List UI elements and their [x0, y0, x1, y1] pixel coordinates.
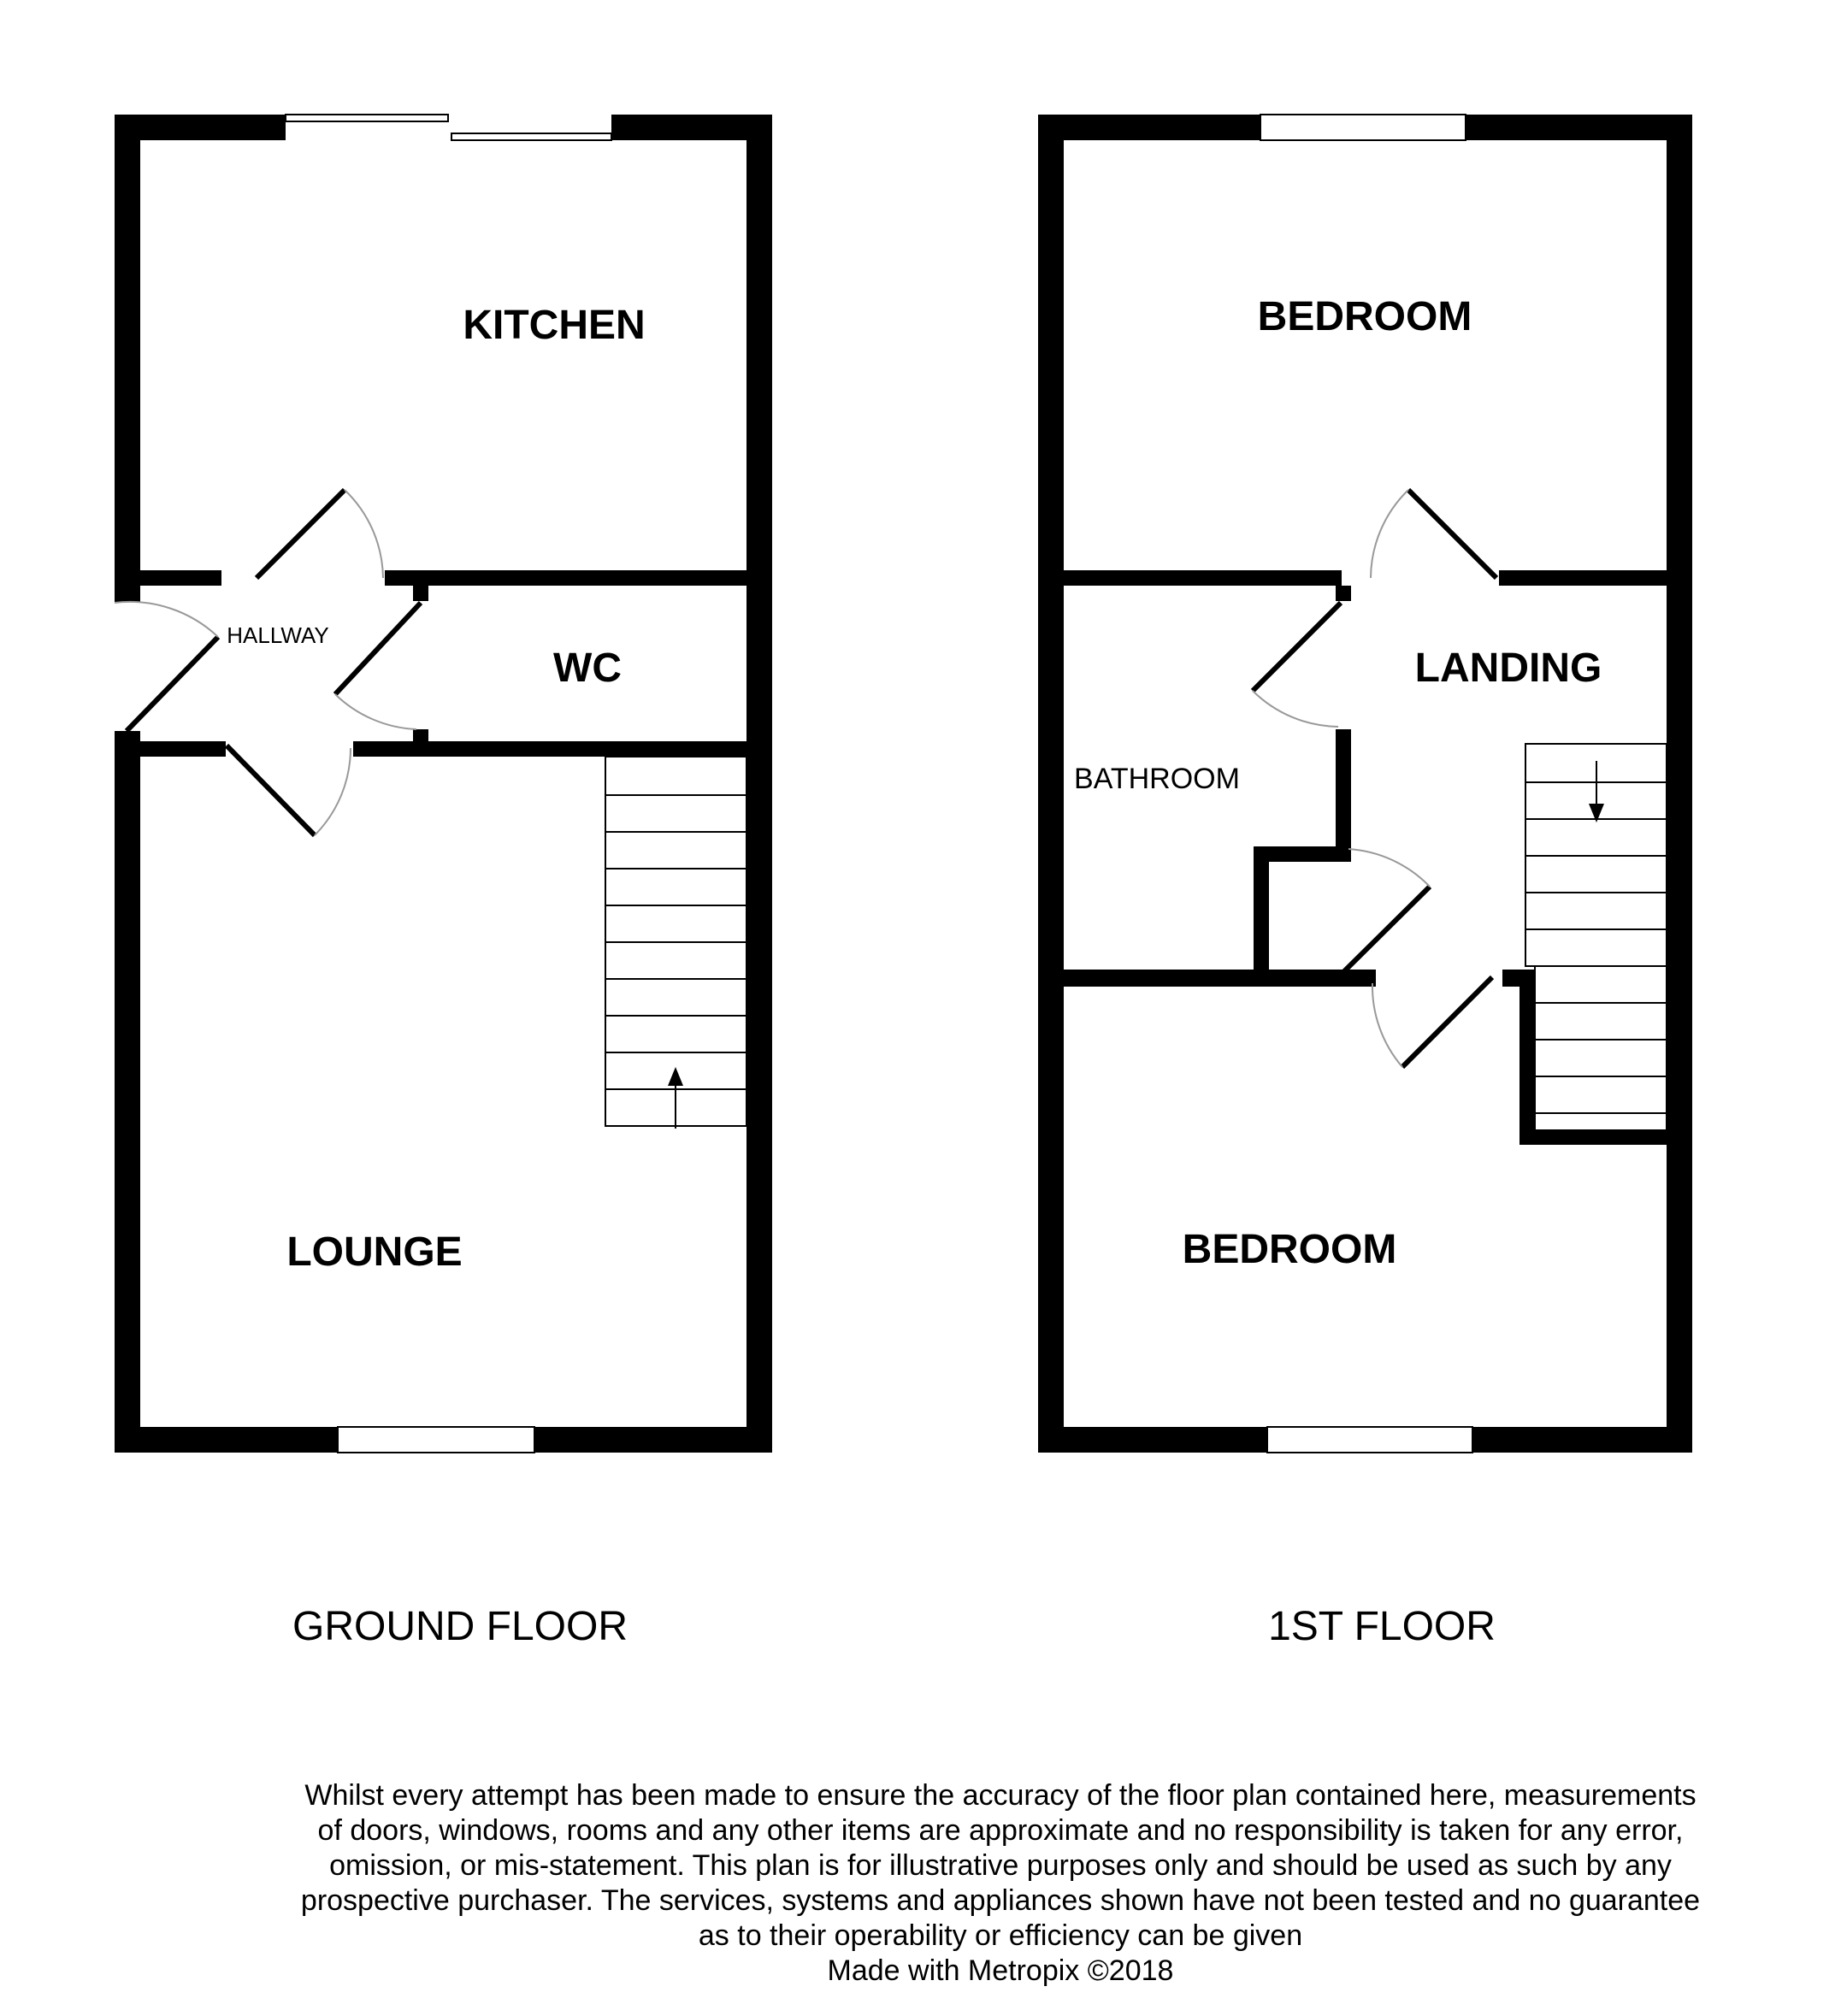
disclaimer-line: as to their operability or efficiency can be given: [698, 1919, 1303, 1952]
ff-bedroom-top-window: [1260, 115, 1466, 140]
bedroom-top-label: BEDROOM: [1257, 294, 1472, 339]
gf-wall-left-upper: [115, 115, 140, 602]
disclaimer-line: prospective purchaser. The services, systems and appliances shown have not been tested and no guarantee: [300, 1884, 1701, 1917]
gf-wall-kitchen-hall-b: [385, 570, 748, 586]
gf-wall-hall-wc: [413, 586, 428, 601]
copyright-line: Made with Metropix ©2018: [827, 1954, 1174, 1987]
ground-floor-plan: [115, 115, 772, 1453]
gf-lounge-window: [338, 1427, 534, 1453]
first-floor-label: 1ST FLOOR: [1268, 1604, 1496, 1649]
ff-staircase: [1525, 744, 1667, 1130]
hallway-label: HALLWAY: [227, 622, 329, 648]
ff-bedroom-top-door: [1408, 490, 1496, 578]
ff-bathroom-door: [1253, 603, 1341, 691]
ff-wall-cupboard-left: [1254, 846, 1269, 975]
ff-bathroom-door-swing: [1253, 691, 1338, 727]
gf-staircase: [605, 757, 746, 1129]
ff-wall-top-left: [1038, 115, 1260, 140]
kitchen-label: KITCHEN: [463, 303, 646, 348]
gf-wall-right: [746, 115, 772, 1453]
ff-wall-bath-landing-stub: [1336, 586, 1351, 601]
gf-front-door: [127, 637, 218, 731]
gf-patio-door-right: [451, 133, 611, 140]
bathroom-label: BATHROOM: [1074, 763, 1240, 795]
ff-wall-bedroom-landing: [1499, 570, 1668, 586]
gf-wall-kitchen-hall-a: [140, 570, 221, 586]
gf-lounge-door-swing: [315, 748, 351, 835]
ff-bedroom-bottom-door-swing: [1372, 983, 1402, 1067]
ground-floor-label: GROUND FLOOR: [292, 1604, 628, 1649]
ff-bedroom-top-door-swing: [1371, 490, 1408, 578]
gf-lounge-door: [227, 746, 315, 835]
gf-kitchen-door: [257, 490, 345, 578]
ff-bedroom-bottom-window: [1267, 1427, 1472, 1453]
landing-label: LANDING: [1414, 645, 1602, 691]
first-floor-plan: [1038, 115, 1692, 1453]
ff-wall-stair-side: [1519, 970, 1535, 1145]
ff-wall-right: [1667, 115, 1692, 1453]
disclaimer-line: of doors, windows, rooms and any other items are approximate and no responsibility is taken for any error,: [317, 1814, 1684, 1847]
ff-cupboard-door: [1341, 887, 1430, 975]
disclaimer-line: omission, or mis-statement. This plan is for illustrative purposes only and should be used as such by any: [329, 1849, 1672, 1882]
gf-front-door-swing: [115, 602, 218, 637]
ff-wall-stair-bottom: [1519, 1129, 1668, 1145]
gf-wc-door: [335, 603, 421, 694]
lounge-label: LOUNGE: [286, 1229, 463, 1275]
gf-wall-hall-lounge: [140, 741, 226, 757]
disclaimer-line: Whilst every attempt has been made to ensure the accuracy of the floor plan contained here, measurements: [304, 1779, 1697, 1812]
ff-wall-bedroom-bath: [1064, 570, 1342, 586]
gf-wc-door-swing: [335, 694, 416, 729]
gf-kitchen-door-swing: [345, 490, 383, 578]
ff-bedroom-bottom-door: [1402, 977, 1492, 1067]
ff-wall-bath-bedroom: [1064, 970, 1376, 987]
gf-wall-wc-lounge: [353, 741, 748, 757]
wc-label: WC: [553, 645, 622, 691]
disclaimer: [197, 1778, 1804, 1989]
ff-wall-top-right: [1466, 115, 1692, 140]
gf-wall-left-lower: [115, 731, 140, 1453]
ff-wall-left: [1038, 115, 1064, 1453]
ff-cupboard-door-swing: [1348, 849, 1430, 887]
ff-wall-bath-landing: [1336, 729, 1351, 853]
gf-patio-door-left: [286, 115, 448, 121]
bedroom-bottom-label: BEDROOM: [1182, 1227, 1397, 1272]
gf-wall-hall-wc-lower: [413, 729, 428, 743]
